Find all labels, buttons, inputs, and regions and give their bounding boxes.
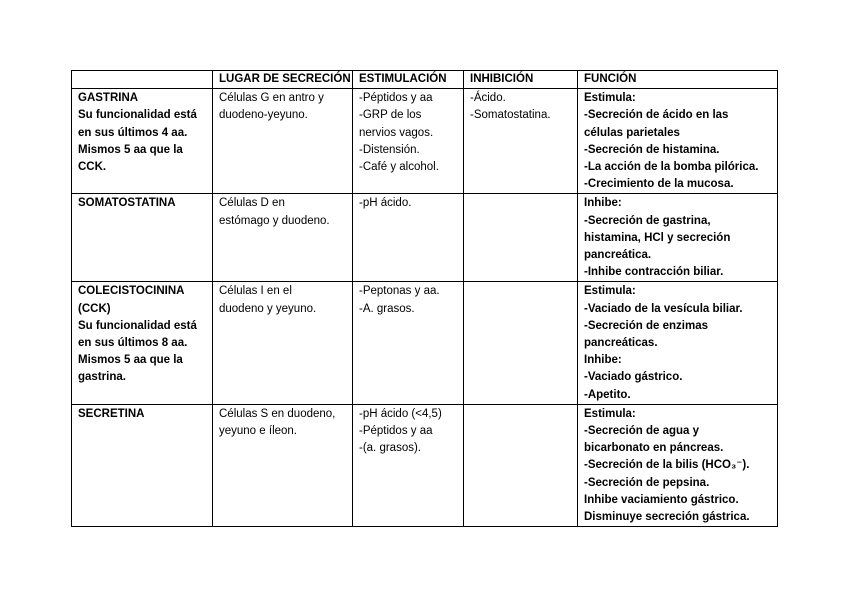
lugar-line: yeyuno e íleon. xyxy=(219,425,298,438)
lugar-cell xyxy=(213,89,353,194)
hormone-line: GASTRINA xyxy=(78,92,139,105)
funcion-line: histamina, HCl y secreción xyxy=(584,231,731,244)
lugar-line: duodeno-yeyuno. xyxy=(219,109,308,122)
funcion-line: Estimula: xyxy=(584,92,636,105)
inhibicion-line: -Somatostatina. xyxy=(470,109,551,122)
funcion-line: -Apetito. xyxy=(584,388,631,401)
lugar-line: estómago y duodeno. xyxy=(219,214,330,227)
hormone-line: SOMATOSTATINA xyxy=(78,197,176,210)
hormone-line: Mismos 5 aa que la xyxy=(78,143,183,156)
estimulacion-line: -pH ácido (<4,5) xyxy=(359,407,442,420)
funcion-line: pancreática. xyxy=(584,249,652,262)
hormone-line: COLECISTOCININA xyxy=(78,285,185,298)
header-row xyxy=(72,71,778,89)
funcion-line: Estimula: xyxy=(584,285,636,298)
inhibicion-cell xyxy=(464,404,578,526)
hormone-line: CCK. xyxy=(78,161,107,174)
funcion-line: -Secreción de ácido en las xyxy=(584,109,729,122)
table-row xyxy=(72,89,778,194)
table-row xyxy=(72,404,778,526)
funcion-line: bicarbonato en páncreas. xyxy=(584,442,724,455)
lugar-cell xyxy=(213,282,353,404)
estimulacion-line: -GRP de los xyxy=(359,109,422,122)
hormone-line: SECRETINA xyxy=(78,407,145,420)
header-funcion: FUNCIÓN xyxy=(578,71,778,89)
hormone-line: en sus últimos 4 aa. xyxy=(78,126,188,139)
funcion-line: -Secreción de gastrina, xyxy=(584,214,711,227)
inhibicion-cell xyxy=(464,282,578,404)
hormone-line: (CCK) xyxy=(78,302,111,315)
funcion-line: -Vaciado de la vesícula biliar. xyxy=(584,302,743,315)
hormone-line: Su funcionalidad está xyxy=(78,109,197,122)
estimulacion-line: -pH ácido. xyxy=(359,197,412,210)
funcion-cell xyxy=(578,89,778,194)
header-hormone xyxy=(72,71,213,89)
hormone-table xyxy=(71,70,778,527)
funcion-line: -Secreción de la bilis (HCO₃⁻). xyxy=(584,459,750,472)
hormone-line: Mismos 5 aa que la xyxy=(78,354,183,367)
hormone-line: en sus últimos 8 aa. xyxy=(78,337,188,350)
funcion-line: -La acción de la bomba pilórica. xyxy=(584,161,759,174)
funcion-cell xyxy=(578,282,778,404)
funcion-line: Inhibe: xyxy=(584,354,622,367)
estimulacion-line: -Péptidos y aa xyxy=(359,425,433,438)
funcion-line: Estimula: xyxy=(584,407,636,420)
table-row xyxy=(72,282,778,404)
hormone-cell xyxy=(72,194,213,282)
estimulacion-cell xyxy=(353,282,464,404)
lugar-cell xyxy=(213,404,353,526)
hormone-cell xyxy=(72,404,213,526)
lugar-line: Células G en antro y xyxy=(219,92,324,105)
funcion-line: células parietales xyxy=(584,126,680,139)
funcion-line: pancreáticas. xyxy=(584,337,658,350)
lugar-line: Células D en xyxy=(219,197,285,210)
funcion-cell xyxy=(578,404,778,526)
header-lugar: LUGAR DE SECRECIÓN xyxy=(213,71,353,89)
lugar-line: duodeno y yeyuno. xyxy=(219,302,317,315)
estimulacion-line: -A. grasos. xyxy=(359,302,415,315)
header-estimulacion: ESTIMULACIÓN xyxy=(353,71,464,89)
lugar-line: Células I en el xyxy=(219,285,292,298)
lugar-line: Células S en duodeno, xyxy=(219,407,336,420)
inhibicion-cell xyxy=(464,89,578,194)
header-inhibicion: INHIBICIÓN xyxy=(464,71,578,89)
estimulacion-line: -Péptidos y aa xyxy=(359,92,433,105)
funcion-line: Disminuye secreción gástrica. xyxy=(584,511,750,524)
lugar-cell xyxy=(213,194,353,282)
estimulacion-cell xyxy=(353,194,464,282)
estimulacion-line: nervios vagos. xyxy=(359,126,434,139)
hormone-cell xyxy=(72,282,213,404)
funcion-line: Inhibe: xyxy=(584,197,622,210)
funcion-cell xyxy=(578,194,778,282)
estimulacion-line: -Café y alcohol. xyxy=(359,161,439,174)
funcion-line: -Secreción de enzimas xyxy=(584,319,708,332)
table-row xyxy=(72,194,778,282)
funcion-line: -Inhibe contracción biliar. xyxy=(584,266,724,279)
estimulacion-line: -Distensión. xyxy=(359,143,420,156)
funcion-line: Inhibe vaciamiento gástrico. xyxy=(584,493,739,506)
funcion-line: -Secreción de agua y xyxy=(584,425,700,438)
hormone-line: Su funcionalidad está xyxy=(78,319,197,332)
funcion-line: -Vaciado gástrico. xyxy=(584,371,683,384)
estimulacion-line: -Peptonas y aa. xyxy=(359,285,440,298)
funcion-line: -Crecimiento de la mucosa. xyxy=(584,178,734,191)
funcion-line: -Secreción de histamina. xyxy=(584,143,720,156)
estimulacion-cell xyxy=(353,89,464,194)
hormone-cell xyxy=(72,89,213,194)
estimulacion-line: -(a. grasos). xyxy=(359,442,421,455)
inhibicion-cell xyxy=(464,194,578,282)
inhibicion-line: -Ácido. xyxy=(470,92,506,105)
estimulacion-cell xyxy=(353,404,464,526)
hormone-line: gastrina. xyxy=(78,371,126,384)
funcion-line: -Secreción de pepsina. xyxy=(584,476,710,489)
